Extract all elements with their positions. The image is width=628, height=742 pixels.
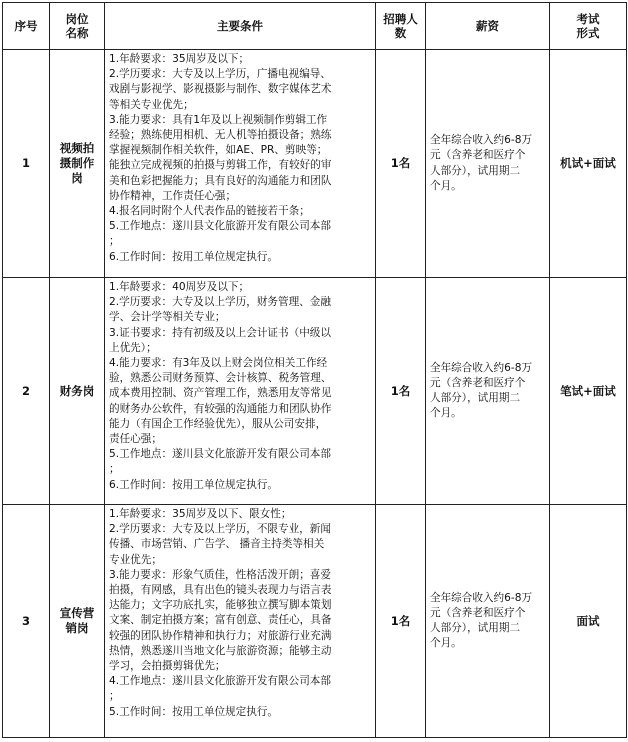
condition-line: 6.工作时间：按用工单位规定执行。 — [109, 478, 279, 491]
salary-line: 元（含养老和医疗个 — [430, 149, 526, 162]
condition-line: 1.年龄要求：35周岁及以下； — [109, 53, 250, 65]
condition-line: 6.工作时间：按用工单位规定执行。 — [109, 250, 279, 263]
salary-line: 个月。 — [430, 407, 462, 420]
post-name — [50, 505, 105, 738]
condition-line: 责任心强； — [109, 433, 162, 446]
post-name-line: 宣传营 — [59, 606, 95, 620]
condition-line: 拍摄，有网感，具有出色的镜头表现力与语言表 — [109, 584, 332, 597]
post-name-line: 岗 — [71, 171, 83, 185]
salary-line: 人部分），试用期二 — [430, 622, 521, 634]
condition-line: 美和色彩把握能力；具有良好的沟通能力和团队 — [109, 174, 332, 187]
condition-line: 3.证书要求：持有初级及以上会计证书（中级以 — [109, 326, 331, 339]
condition-line: 验，熟悉公司财务预算、会计核算、税务管理、 — [109, 372, 332, 385]
condition-line: 3.能力要求：具有1年及以上视频制作剪辑工作 — [109, 113, 328, 126]
condition-line: 较强的团队协作精神和执行力；对旅游行业充满 — [109, 629, 332, 642]
condition-line: 5.工作时间：按用工单位规定执行。 — [109, 705, 279, 718]
salary — [426, 50, 550, 278]
condition-line: 5.工作地点：遂川县文化旅游开发有限公司本部 — [109, 448, 331, 461]
condition-line: 5.工作地点：遂川县文化旅游开发有限公司本部 — [109, 220, 331, 233]
headcount: 1名 — [376, 505, 426, 738]
condition-line: 文案、制定拍摄方案；富有创意、责任心，具备 — [109, 614, 332, 627]
condition-line: 达能力；文字功底扎实，能够独立撰写脚本策划 — [109, 599, 332, 612]
salary-line: 全年综合收入约6-8万 — [430, 134, 533, 147]
post-name-line: 视频拍 — [59, 141, 95, 155]
condition-line: 4.报名同时附个人代表作品的链接若干条； — [109, 205, 310, 218]
row-number: 3 — [3, 505, 50, 738]
condition-line: 2.学历要求：大专及以上学历，财务管理、金融 — [109, 296, 331, 309]
condition-line: 1.年龄要求：35周岁及以下、限女性； — [109, 508, 292, 520]
salary-line: 元（含养老和医疗个 — [430, 606, 526, 619]
condition-line: 学、会计学等相关专业； — [109, 311, 226, 324]
header-no: 序号 — [3, 3, 50, 50]
post-name-line: 销岗 — [65, 621, 89, 635]
salary-line: 全年综合收入约6-8万 — [430, 361, 533, 374]
headcount: 1名 — [376, 278, 426, 505]
salary-line: 个月。 — [430, 637, 462, 650]
table-row — [3, 505, 627, 738]
condition-line: 能独立完成视频的拍摄与剪辑工作，有较好的审 — [109, 159, 332, 172]
condition-line: 4.工作地点：遂川县文化旅游开发有限公司本部 — [109, 675, 331, 688]
condition-line: 等相关专业优先； — [109, 98, 194, 111]
salary-line: 元（含养老和医疗个 — [430, 376, 526, 389]
header-conditions: 主要条件 — [105, 3, 376, 50]
post-name-line: 摄制作 — [59, 156, 95, 170]
condition-line: 经验；熟练使用相机、无人机等拍摄设备；熟练 — [109, 129, 332, 142]
condition-line: 成本费用控制、资产管理工作，熟悉用友等常见 — [109, 387, 332, 400]
header-salary: 薪资 — [426, 3, 550, 50]
condition-line: 上优先）； — [109, 341, 157, 354]
row-number: 2 — [3, 278, 50, 505]
condition-line: 戏剧与影视学、影视摄影与制作、数字媒体艺术 — [109, 83, 332, 96]
recruitment-table-container — [2, 2, 627, 738]
exam-format: 笔试+面试 — [550, 278, 627, 505]
headcount: 1名 — [376, 50, 426, 278]
condition-line: ； — [109, 690, 120, 703]
table-row — [3, 50, 627, 278]
condition-line: 掌握视频制作相关软件，如AE、PR、剪映等； — [109, 144, 328, 157]
header-post: 岗位 名称 — [50, 3, 105, 50]
condition-line: ； — [109, 463, 120, 476]
condition-line: 能力（有国企工作经验优先），服从公司安排， — [109, 417, 327, 430]
conditions — [105, 278, 376, 505]
exam-format: 面试 — [550, 505, 627, 738]
condition-line: 热情，熟悉遂川当地文化与旅游资源；能够主动 — [109, 644, 332, 657]
salary-line: 全年综合收入约6-8万 — [430, 591, 533, 604]
header-exam: 考试 形式 — [550, 3, 627, 50]
condition-line: ； — [109, 235, 120, 248]
post-name — [50, 50, 105, 278]
condition-line: 的财务办公软件，有较强的沟通能力和团队协作 — [109, 402, 332, 415]
header-row — [3, 3, 627, 50]
condition-line: 学习，会拍摄剪辑优先； — [109, 660, 226, 673]
salary-line: 人部分），试用期二 — [430, 392, 521, 404]
row-number: 1 — [3, 50, 50, 278]
salary-line: 个月。 — [430, 179, 462, 192]
salary-line: 人部分），试用期二 — [430, 164, 521, 177]
condition-line: 2.学历要求：大专及以上学历，广播电视编导、 — [109, 68, 331, 81]
condition-line: 1.年龄要求：40周岁及以下； — [109, 281, 250, 293]
recruitment-table — [2, 2, 627, 738]
post-name — [50, 278, 105, 505]
exam-format: 机试+面试 — [550, 50, 627, 278]
condition-line: 传播、市场营销、广告学、 播音主持类等相关 — [109, 538, 325, 551]
condition-line: 4.能力要求：有3年及以上财会岗位相关工作经 — [109, 357, 328, 370]
salary — [426, 505, 550, 738]
post-name-line: 财务岗 — [59, 383, 95, 398]
condition-line: 3.能力要求：形象气质佳，性格活泼开朗；喜爱 — [109, 568, 331, 581]
header-count: 招聘人 数 — [376, 3, 426, 50]
condition-line: 2.学历要求：大专及以上学历，不限专业，新闻 — [109, 523, 331, 536]
conditions — [105, 505, 376, 738]
conditions — [105, 50, 376, 278]
condition-line: 专业优先； — [109, 553, 162, 566]
condition-line: 协作精神，工作责任心强； — [109, 189, 237, 202]
salary — [426, 278, 550, 505]
table-row — [3, 278, 627, 505]
